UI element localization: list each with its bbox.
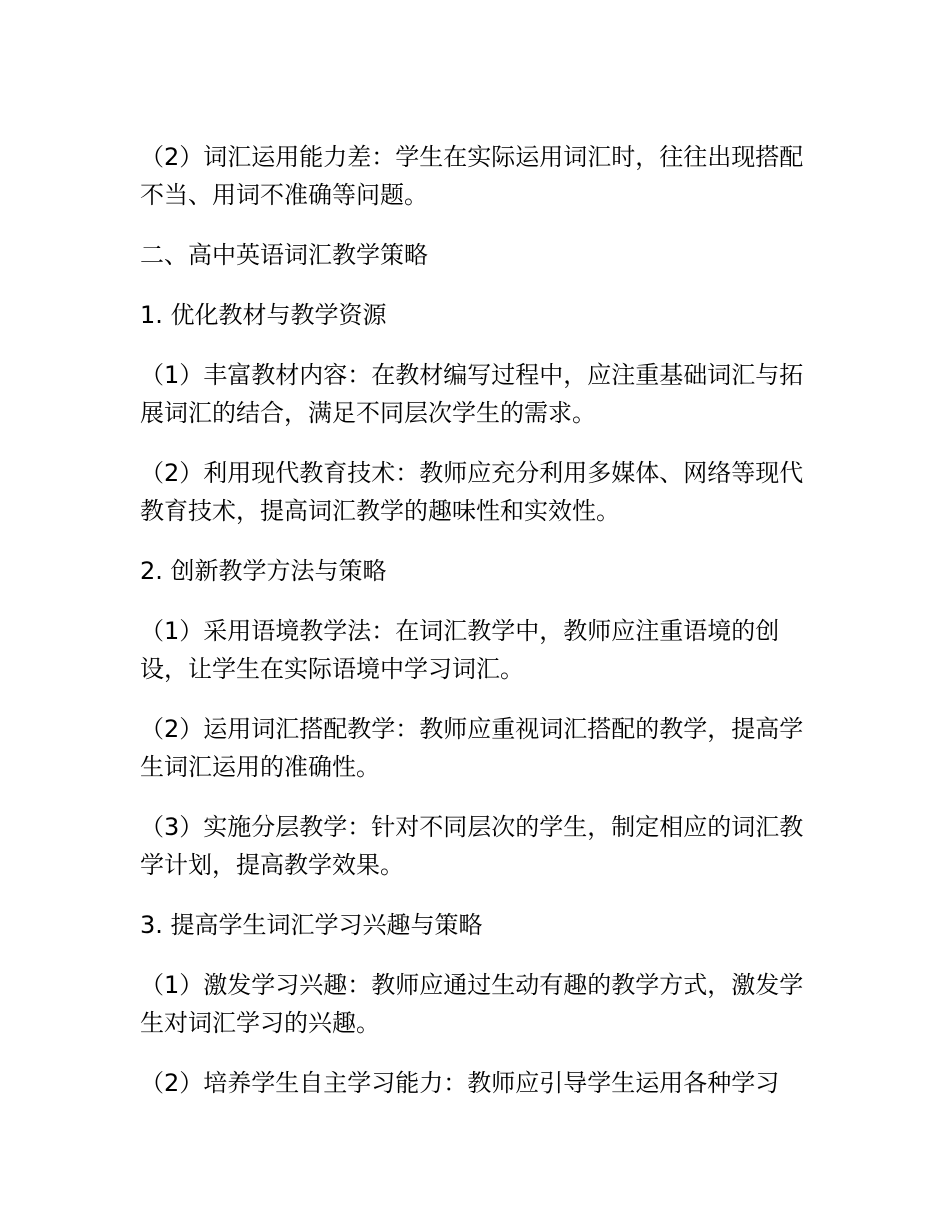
subheading-optimize-materials: 1. 优化教材与教学资源 bbox=[140, 301, 387, 329]
paragraph-enrich-materials: （1）丰富教材内容：在教材编写过程中，应注重基础词汇与拓展词汇的结合，满足不同层次学生的需求。 bbox=[140, 361, 804, 427]
document-page bbox=[140, 138, 805, 1124]
paragraph-stimulate-interest: （1）激发学习兴趣：教师应通过生动有趣的教学方式，激发学生对词汇学习的兴趣。 bbox=[140, 971, 804, 1037]
paragraph-vocab-usage-weak: （2）词汇运用能力差：学生在实际运用词汇时，往往出现搭配不当、用词不准确等问题。 bbox=[140, 143, 804, 209]
paragraph-context-teaching: （1）采用语境教学法：在词汇教学中，教师应注重语境的创设，让学生在实际语境中学习词汇。 bbox=[140, 617, 780, 683]
paragraph-tiered-teaching: （3）实施分层教学：针对不同层次的学生，制定相应的词汇教学计划，提高教学效果。 bbox=[140, 813, 804, 879]
section-heading-strategies: 二、高中英语词汇教学策略 bbox=[140, 241, 428, 269]
paragraph-collocation-teaching: （2）运用词汇搭配教学：教师应重视词汇搭配的教学，提高学生词汇运用的准确性。 bbox=[140, 715, 804, 781]
paragraph-modern-tech: （2）利用现代教育技术：教师应充分利用多媒体、网络等现代教育技术，提高词汇教学的趣味性和实效性。 bbox=[140, 459, 804, 525]
paragraph-autonomous-learning: （2）培养学生自主学习能力：教师应引导学生运用各种学习 bbox=[140, 1069, 780, 1097]
subheading-raise-interest: 3. 提高学生词汇学习兴趣与策略 bbox=[140, 911, 483, 939]
subheading-innovate-methods: 2. 创新教学方法与策略 bbox=[140, 557, 387, 585]
